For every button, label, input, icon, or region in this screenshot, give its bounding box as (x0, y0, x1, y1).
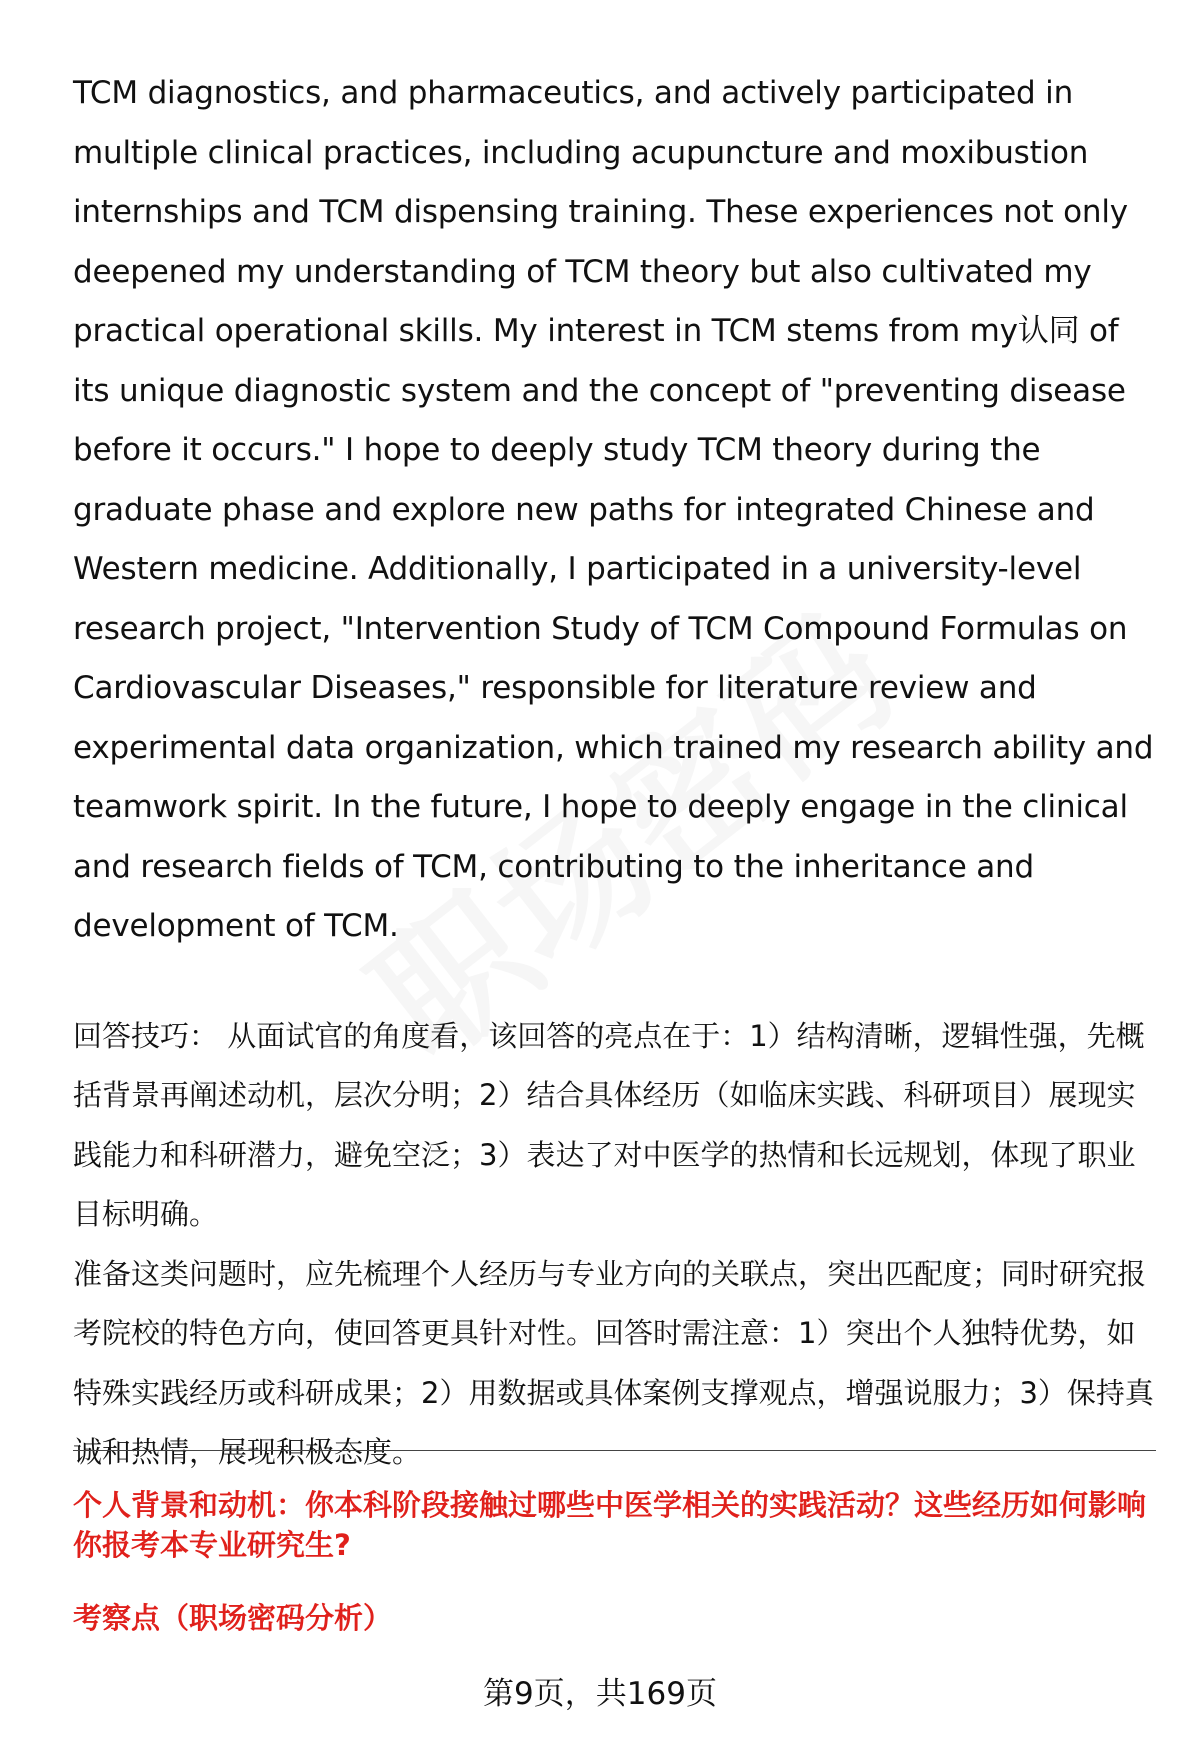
section-divider (73, 1450, 1156, 1451)
answer-tips (73, 1007, 1158, 1483)
tips-paragraph-2: 准备这类问题时，应先梳理个人经历与专业方向的关联点，突出匹配度；同时研究报考院校的特色方向，使回答更具针对性。回答时需注意：1）突出个人独特优势，如特殊实践经历或科研成果；2）用数据或具体案例支撑观点，增强说服力；3）保持真诚和热情，展现积极态度。 (73, 1256, 1154, 1469)
next-question-heading: 个人背景和动机：你本科阶段接触过哪些中医学相关的实践活动？这些经历如何影响你报考本专业研究生? (73, 1488, 1147, 1562)
assessment-points-heading: 考察点（职场密码分析） (73, 1601, 393, 1635)
tips-paragraph-1: 回答技巧： 从面试官的角度看，该回答的亮点在于：1）结构清晰，逻辑性强，先概括背景再阐述动机，层次分明；2）结合具体经历（如临床实践、科研项目）展现实践能力和科研潜力，避免空泛；3）表达了对中医学的热情和长远规划，体现了职业目标明确。 (73, 1018, 1145, 1231)
page-content (73, 64, 1158, 1483)
page-number: 第9页，共169页 (483, 1676, 717, 1712)
answer-paragraph: TCM diagnostics, and pharmaceutics, and actively participated in multiple clinical practices, including acupuncture and moxibustion internships and TCM dispensing training. These experiences not only deepened my understanding of TCM theory but also cultivated my practical operational skills. My interest in TCM stems from my认同 of its unique diagnostic system and the concept of "preventing disease before it occurs." I hope to deeply study TCM theory during the graduate phase and explore new paths for integrated Chinese and Western medicine. Additionally, I participated in a university-level research project, "Intervention Study of TCM Compound Formulas on Cardiovascular Diseases," responsible for literature review and experimental data organization, which trained my research ability and teamwork spirit. In the future, I hope to deeply engage in the clinical and research fields of TCM, contributing to the inheritance and development of TCM. (73, 75, 1154, 944)
